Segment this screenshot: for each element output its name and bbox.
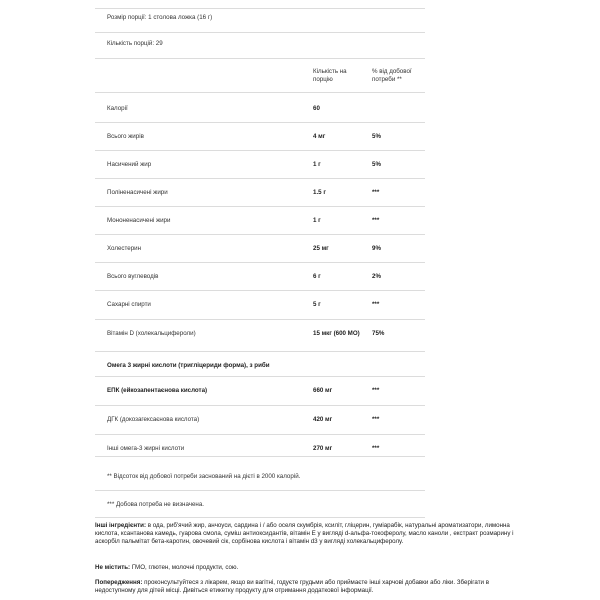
nutrient-amount: 15 мкг (600 МО) xyxy=(313,330,360,337)
nutrient-name: Поліненасичені жири xyxy=(107,189,168,196)
divider xyxy=(95,490,425,491)
divider xyxy=(95,517,425,518)
nutrient-daily-value: 9% xyxy=(372,245,381,252)
divider xyxy=(95,8,425,9)
divider xyxy=(95,178,425,179)
divider xyxy=(95,206,425,207)
dv-header-line2: потреби ** xyxy=(372,76,402,83)
nutrient-amount: 1 г xyxy=(313,217,321,224)
divider xyxy=(95,351,425,352)
nutrient-name: Вітамін D (холекальцифероли) xyxy=(107,330,196,337)
nutrient-amount: 5 г xyxy=(313,301,321,308)
nutrient-amount: 60 xyxy=(313,105,320,112)
nutrient-name: Мононенасичені жири xyxy=(107,217,171,224)
nutrient-amount: 1 г xyxy=(313,161,321,168)
divider xyxy=(95,405,425,406)
free-from-text: Не містить: ГМО, глютен, молочні продукти, сою. xyxy=(95,564,239,571)
servings-count: Кількість порцій: 29 xyxy=(107,40,163,47)
footnote-daily-value: ** Відсоток від добової потреби заснований на дієті в 2000 калорій. xyxy=(107,473,301,480)
divider xyxy=(95,150,425,151)
serving-size: Розмір порції: 1 столова ложка (16 г) xyxy=(107,14,213,21)
nutrient-amount: 25 мг xyxy=(313,245,329,252)
nutrient-name: ЕПК (ейкозапентаєнова кислота) xyxy=(107,387,208,394)
nutrient-name: ДГК (докозагексаєнова кислота) xyxy=(107,416,200,423)
nutrient-daily-value: 5% xyxy=(372,133,381,140)
nutrient-daily-value: *** xyxy=(372,445,380,452)
nutrient-name: Насичений жир xyxy=(107,161,152,168)
nutrient-amount: 660 мг xyxy=(313,387,333,394)
divider xyxy=(95,262,425,263)
divider xyxy=(95,376,425,377)
divider xyxy=(95,456,425,457)
nutrient-name: Холестерин xyxy=(107,245,142,252)
divider xyxy=(95,122,425,123)
nutrient-daily-value: *** xyxy=(372,387,380,394)
amount-header-line1: Кількість на xyxy=(313,68,347,75)
nutrient-name: Калорії xyxy=(107,105,128,112)
nutrient-name: Інші омега-3 жирні кислоти xyxy=(107,445,185,452)
nutrient-daily-value: 2% xyxy=(372,273,381,280)
divider xyxy=(95,434,425,435)
nutrient-name: Всього жирів xyxy=(107,133,144,140)
nutrient-name: Всього вуглеводів xyxy=(107,273,159,280)
nutrient-amount: 1.5 г xyxy=(313,189,326,196)
divider xyxy=(95,92,425,93)
warning-text: Попередження: проконсультуйтеся з лікарем, якщо ви вагітні, годуєте грудьми або приймаєте інші харчові добавки або ліки. Зберігати в недоступному для дітей місці. Дивіться етикетку продукту для отримання додаткової інформації. xyxy=(95,579,489,595)
footnote-not-established: *** Добова потреба не визначена. xyxy=(107,501,204,508)
omega3-section-heading: Омега 3 жирні кислоти (тригліцериди форма), з риби xyxy=(107,362,270,369)
nutrient-daily-value: *** xyxy=(372,301,380,308)
nutrient-amount: 4 мг xyxy=(313,133,326,140)
nutrient-amount: 270 мг xyxy=(313,445,333,452)
nutrient-amount: 6 г xyxy=(313,273,321,280)
divider xyxy=(95,58,425,59)
nutrition-facts-table xyxy=(95,0,425,525)
nutrient-daily-value: *** xyxy=(372,217,380,224)
amount-header-line2: порцію xyxy=(313,76,333,83)
ingredients-text: Інші інгредієнти: в ода, риб'ячий жир, анчоуси, сардина і / або оселя скумбрія, ксиліт, гліцерин, гуміарабік, натуральні ароматизатори, лимонна кислота, ксантанова камедь, гуарова смола, суміш антиоксидантів, вітамін Е у вигляді d-альфа-токоферолу, масло каноли , екстракт розмарину і аскорбіл пальмітат бета-каротин, овочевий сік, сорбінова кислота і вітамін d3 у вигляді холекальциферолу. xyxy=(95,522,514,546)
nutrient-name: Сахарні спирти xyxy=(107,301,151,308)
divider xyxy=(95,32,425,33)
dv-header-line1: % від добової xyxy=(372,68,412,75)
nutrient-daily-value: 75% xyxy=(372,330,385,337)
nutrient-daily-value: *** xyxy=(372,416,380,423)
nutrient-daily-value: 5% xyxy=(372,161,381,168)
divider xyxy=(95,234,425,235)
nutrient-daily-value: *** xyxy=(372,189,380,196)
divider xyxy=(95,290,425,291)
nutrient-amount: 420 мг xyxy=(313,416,333,423)
divider xyxy=(95,319,425,320)
